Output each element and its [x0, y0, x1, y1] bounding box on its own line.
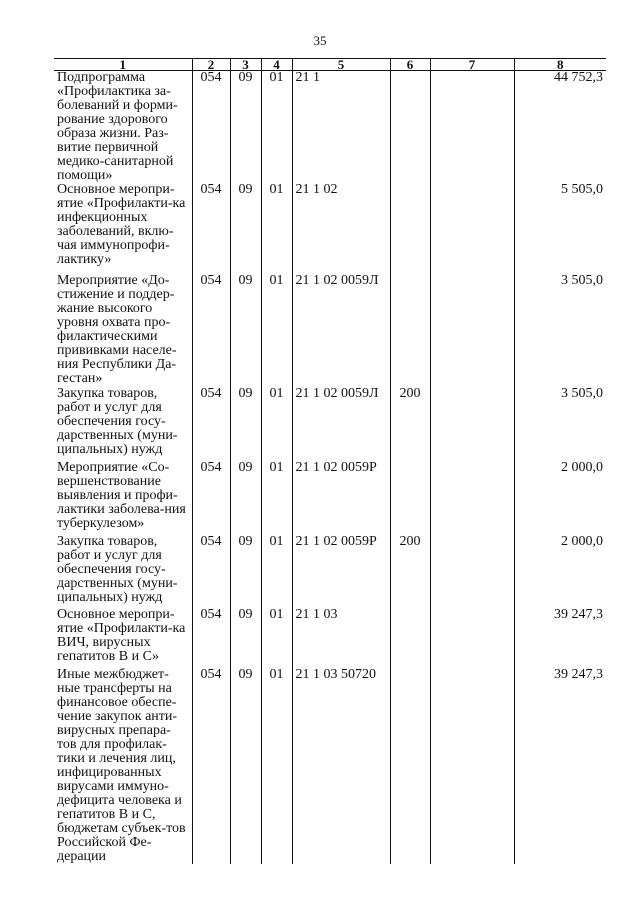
page-number: 35: [313, 33, 327, 48]
row-ministry-code: 054: [192, 71, 230, 184]
row-subsection-code: 01: [261, 274, 292, 387]
table-row: [54, 183, 606, 274]
row-subsection-code: 01: [261, 71, 292, 184]
row-ministry-code: 054: [192, 461, 230, 535]
row-column-7: [430, 183, 514, 274]
row-subsection-code: 01: [261, 461, 292, 535]
column-header-6: 6: [390, 59, 430, 71]
row-ministry-code: 054: [192, 274, 230, 387]
column-header-1: 1: [54, 59, 192, 71]
row-expense-type: [390, 71, 430, 184]
row-expense-type: 200: [390, 387, 430, 461]
row-name: Иные межбюджет-ные трансферты на финансовое обеспе-чение закупок анти-вирусных препара-тов для профилак-тики и лечения лиц, инфицированных вирусами иммуно-дефицита человека и гепатитов В и С, бюджетам субъек-тов Российской Фе-дерации: [54, 668, 192, 864]
table-row: [54, 668, 606, 864]
column-header-8: 8: [514, 59, 606, 71]
row-expense-type: [390, 274, 430, 387]
row-ministry-code: 054: [192, 608, 230, 668]
row-name: Мероприятие «Со-вершенствование выявления и профи-лактики заболева-ния туберкулезом»: [54, 461, 192, 535]
row-section-code: 09: [230, 183, 261, 274]
row-ministry-code: 054: [192, 387, 230, 461]
row-target-article: 21 1 02: [292, 183, 390, 274]
row-target-article: 21 1 02 0059Л: [292, 274, 390, 387]
row-expense-type: [390, 668, 430, 864]
row-subsection-code: 01: [261, 387, 292, 461]
row-name: Основное меропри-ятие «Профилакти-ка инфекционных заболеваний, вклю-чая иммунопрофи-лактику»: [54, 183, 192, 274]
row-target-article: 21 1 03 50720: [292, 668, 390, 864]
column-header-2: 2: [192, 59, 230, 71]
row-amount: 3 505,0: [514, 387, 606, 461]
row-amount: 44 752,3: [514, 71, 606, 184]
row-section-code: 09: [230, 668, 261, 864]
row-target-article: 21 1: [292, 71, 390, 184]
row-name: Подпрограмма «Профилактика за-болеваний и форми-рование здорового образа жизни. Раз-витие первичной медико-санитарной помощи»: [54, 71, 192, 184]
row-target-article: 21 1 02 0059Л: [292, 387, 390, 461]
table-row: [54, 535, 606, 608]
row-section-code: 09: [230, 387, 261, 461]
row-name: Основное меропри-ятие «Профилакти-ка ВИЧ, вирусных гепатитов В и С»: [54, 608, 192, 668]
row-column-7: [430, 71, 514, 184]
table-row: [54, 608, 606, 668]
table-row: [54, 387, 606, 461]
row-amount: 2 000,0: [514, 535, 606, 608]
row-expense-type: [390, 461, 430, 535]
column-header-4: 4: [261, 59, 292, 71]
row-target-article: 21 1 03: [292, 608, 390, 668]
row-target-article: 21 1 02 0059Р: [292, 535, 390, 608]
table-row: [54, 71, 606, 184]
row-section-code: 09: [230, 461, 261, 535]
row-expense-type: 200: [390, 535, 430, 608]
row-amount: 39 247,3: [514, 668, 606, 864]
row-column-7: [430, 668, 514, 864]
row-subsection-code: 01: [261, 668, 292, 864]
row-name: Мероприятие «До-стижение и поддер-жание высокого уровня охвата про-филактическими прививками населе-ния Республики Да-гестан»: [54, 274, 192, 387]
row-column-7: [430, 461, 514, 535]
table-row: [54, 461, 606, 535]
row-expense-type: [390, 608, 430, 668]
row-section-code: 09: [230, 71, 261, 184]
row-column-7: [430, 608, 514, 668]
column-header-3: 3: [230, 59, 261, 71]
row-column-7: [430, 387, 514, 461]
row-subsection-code: 01: [261, 535, 292, 608]
row-amount: 2 000,0: [514, 461, 606, 535]
row-target-article: 21 1 02 0059Р: [292, 461, 390, 535]
row-section-code: 09: [230, 608, 261, 668]
row-amount: 39 247,3: [514, 608, 606, 668]
column-header-7: 7: [430, 59, 514, 71]
row-name: Закупка товаров, работ и услуг для обеспечения госу-дарственных (муни-ципальных) нужд: [54, 535, 192, 608]
row-section-code: 09: [230, 535, 261, 608]
row-section-code: 09: [230, 274, 261, 387]
row-subsection-code: 01: [261, 183, 292, 274]
row-ministry-code: 054: [192, 668, 230, 864]
row-ministry-code: 054: [192, 535, 230, 608]
row-column-7: [430, 535, 514, 608]
row-name: Закупка товаров, работ и услуг для обеспечения госу-дарственных (муни-ципальных) нужд: [54, 387, 192, 461]
row-ministry-code: 054: [192, 183, 230, 274]
header-row: [54, 59, 606, 71]
row-amount: 5 505,0: [514, 183, 606, 274]
table-row: [54, 274, 606, 387]
row-column-7: [430, 274, 514, 387]
row-subsection-code: 01: [261, 608, 292, 668]
row-amount: 3 505,0: [514, 274, 606, 387]
row-expense-type: [390, 183, 430, 274]
column-header-5: 5: [292, 59, 390, 71]
budget-table: [54, 58, 606, 864]
